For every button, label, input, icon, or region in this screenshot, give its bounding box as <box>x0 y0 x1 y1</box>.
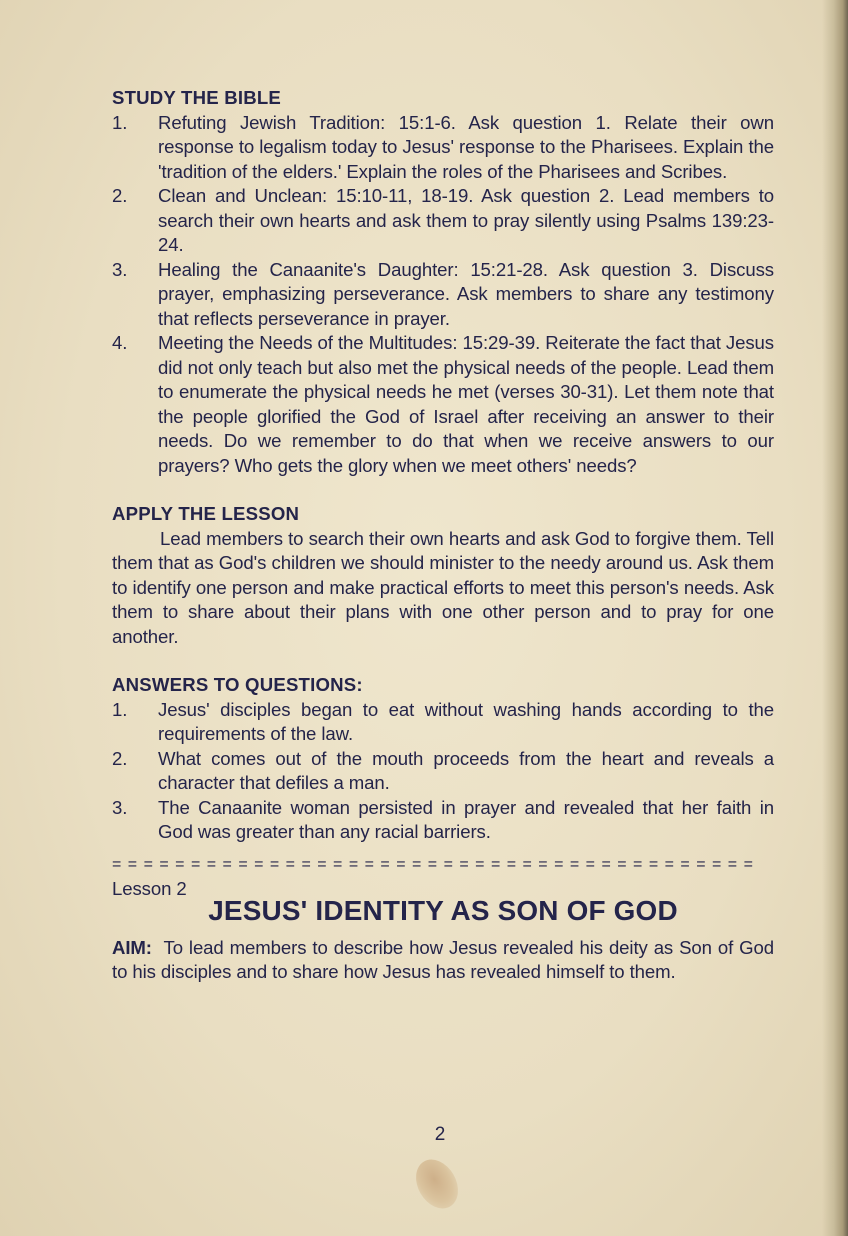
study-item-text: Clean and Unclean: 15:10-11, 18-19. Ask question 2. Lead members to search their own hearts and ask them to pray silently using Psalms 139:23-24. <box>158 185 774 255</box>
spacer <box>112 649 774 673</box>
answer-item-number: 3. <box>112 796 128 818</box>
lesson-label: Lesson 2 <box>112 877 187 899</box>
study-item-text: Meeting the Needs of the Multitudes: 15:29-39. Reiterate the fact that Jesus did not only teach but also met the physical needs of the people. Lead them to enumerate the physical needs he met (verses 30-31). Let them note that the people glorified the God of Israel after receiving an answer to their needs. Do we remember to do that when we receive answers to our prayers? Who gets the glory when we meet others' needs? <box>158 332 774 476</box>
page-number: 2 <box>434 1124 446 1145</box>
aim-text: To lead members to describe how Jesus revealed his deity as Son of God to his disciples and to share how Jesus has revealed himself to them. <box>112 936 774 982</box>
spacer <box>112 478 774 502</box>
page-edge-shadow <box>822 0 848 1236</box>
study-list <box>112 111 774 479</box>
answers-list <box>112 698 774 845</box>
study-item-number: 3. <box>112 258 128 280</box>
study-heading: STUDY THE BIBLE <box>112 87 281 108</box>
section-separator: = = = = = = = = = = = = = = = = = = = = = = = = = = = = = = = = = = = = = = = = = <box>112 855 754 873</box>
study-item <box>112 331 774 478</box>
apply-heading: APPLY THE LESSON <box>112 503 300 524</box>
study-item <box>112 258 774 332</box>
study-item-number: 4. <box>112 332 128 353</box>
document-body <box>112 86 774 985</box>
aim-label: AIM: <box>112 936 152 958</box>
answer-item-text: What comes out of the mouth proceeds from the heart and reveals a character that defiles a man. <box>158 747 774 793</box>
apply-paragraph: Lead members to search their own hearts and ask God to forgive them. Tell them that as God's children we should minister to the needy around us. Ask them to identify one person and make practical efforts to meet this person's needs. Ask them to share about their plans with one other person and to pray for one another. <box>112 527 774 647</box>
answer-item-text: The Canaanite woman persisted in prayer and revealed that her faith in God was greater than any racial barriers. <box>158 796 774 842</box>
answer-item <box>112 747 774 796</box>
study-item-text: Refuting Jewish Tradition: 15:1-6. Ask question 1. Relate their own response to legalism today to Jesus' response to the Pharisees. Explain the 'tradition of the elders.' Explain the roles of the Pharisees and Scribes. <box>158 111 774 182</box>
aim-paragraph <box>112 936 774 985</box>
study-item <box>112 184 774 258</box>
answer-item <box>112 796 774 845</box>
answer-item <box>112 698 774 747</box>
lesson-title: JESUS' IDENTITY AS SON OF GOD <box>208 895 678 926</box>
answers-heading: ANSWERS TO QUESTIONS: <box>112 674 363 695</box>
study-item-text: Healing the Canaanite's Daughter: 15:21-28. Ask question 3. Discuss prayer, emphasizing perseverance. Ask members to share any testimony that reflects perseverance in prayer. <box>158 258 774 329</box>
study-item <box>112 111 774 185</box>
answer-item-text: Jesus' disciples began to eat without washing hands according to the requirements of the law. <box>158 698 774 744</box>
answer-item-number: 1. <box>112 698 128 720</box>
study-item-number: 1. <box>112 111 128 133</box>
answer-item-number: 2. <box>112 747 128 769</box>
study-item-number: 2. <box>112 185 128 206</box>
